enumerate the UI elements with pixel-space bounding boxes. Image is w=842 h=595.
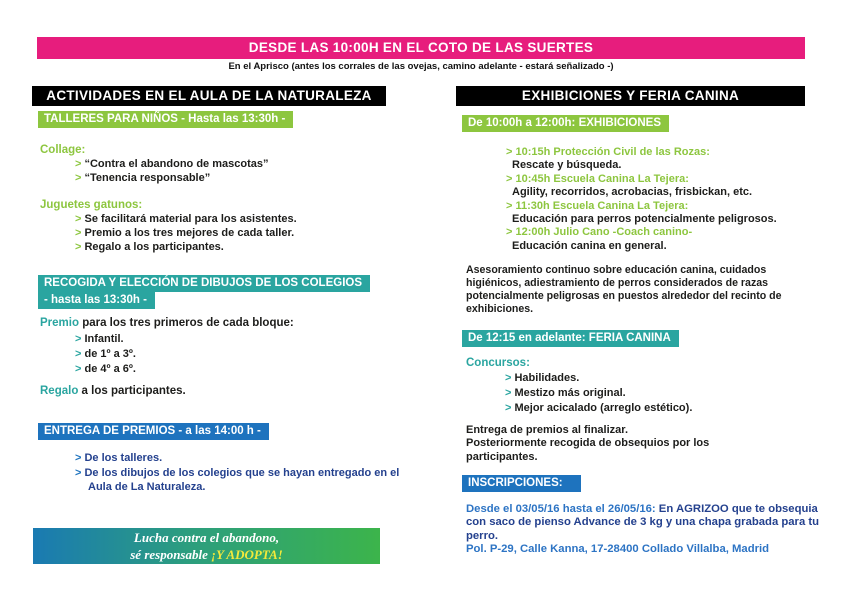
list-item: > Premio a los tres mejores de cada taller. (75, 227, 392, 241)
adopt-line1: Lucha contra el abandono, (133, 530, 280, 545)
feria-badge: De 12:15 en adelante: FERIA CANINA (462, 330, 679, 347)
left-column-header: ACTIVIDADES EN EL AULA DE LA NATURALEZA (32, 86, 386, 106)
exhibiciones-badge: De 10:00h a 12:00h: EXHIBICIONES (462, 115, 669, 132)
inscripciones-body (466, 503, 826, 543)
closing-line: Entrega de premios al finalizar. (466, 424, 628, 436)
collage-section (40, 144, 392, 186)
exhibicion-item: > 11:30h Escuela Canina La Tejera: Educación para perros potencialmente peligrosos. (506, 200, 816, 227)
recogida-badge: RECOGIDA Y ELECCIÓN DE DIBUJOS DE LOS COLEGIOS - hasta las 13:30h - (38, 275, 370, 309)
talleres-badge: TALLERES PARA NIÑOS - Hasta las 13:30h - (38, 111, 293, 128)
premio-lead: Premio (40, 317, 79, 329)
top-subtitle: En el Aprisco (antes los corrales de las ovejas, camino adelante - estará señalizado -) (228, 61, 614, 72)
adopt-banner (33, 528, 380, 564)
inscripciones-dates: Desde el 03/05/16 hasta el 26/05/16: (466, 503, 656, 515)
exhibicion-item: > 10:45h Escuela Canina La Tejera: Agility, recorridos, acrobacias, frisbickan, etc. (506, 173, 816, 200)
juguetes-label: Juguetes gatunos: (40, 199, 143, 211)
concursos-list (505, 371, 818, 416)
exhibicion-item: > 10:15h Protección Civil de las Rozas: Rescate y búsqueda. (506, 146, 816, 173)
closing-line: Posteriormente recogida de obsequios por los participantes. (466, 437, 710, 463)
list-item: > de 4º a 6º. (75, 362, 392, 377)
entrega-badge: ENTREGA DE PREMIOS - a las 14:00 h - (38, 423, 269, 440)
concursos-label: Concursos: (466, 357, 530, 369)
juguetes-section (40, 199, 392, 254)
list-item: > “Contra el abandono de mascotas” (75, 158, 392, 172)
list-item: > Regalo a los participantes. (75, 241, 392, 255)
list-item: > Mestizo más original. (505, 386, 818, 401)
collage-list (75, 158, 392, 186)
list-item: > Mejor acicalado (arreglo estético). (505, 401, 818, 416)
list-item: > De los dibujos de los colegios que se hayan entregado en el Aula de La Naturaleza. (75, 466, 402, 495)
regalo-line (40, 384, 186, 398)
right-column-header: EXHIBICIONES Y FERIA CANINA (456, 86, 805, 106)
exhibiciones-list (466, 146, 816, 253)
list-item: > De los talleres. (75, 451, 402, 466)
list-item: > Infantil. (75, 332, 392, 347)
list-item: > de 1º a 3º. (75, 347, 392, 362)
juguetes-list (75, 213, 392, 254)
inscripciones-address: Pol. P-29, Calle Kanna, 17-28400 Collado Villalba, Madrid (466, 542, 770, 555)
regalo-lead: Regalo (40, 385, 79, 397)
inscripciones-detail: En AGRIZOO que te obsequia con saco de pienso Advance de 3 kg y una chapa grabada para tu perro. (466, 503, 820, 542)
adopt-line2-yellow: ¡Y ADOPTA! (211, 546, 283, 562)
entrega-section (40, 449, 402, 495)
entrega-list (75, 451, 402, 495)
premio-rest: para los tres primeros de cada bloque: (79, 317, 294, 329)
concursos-section (466, 357, 818, 416)
feria-closing (466, 424, 766, 464)
list-item: > “Tenencia responsable” (75, 172, 392, 186)
regalo-rest: a los participantes. (78, 385, 186, 397)
premio-list (75, 332, 392, 377)
premio-line (40, 316, 392, 330)
inscripciones-text (466, 503, 826, 556)
collage-label: Collage: (40, 144, 86, 156)
asesoramiento-paragraph: Asesoramiento continuo sobre educación canina, cuidados higiénicos, adiestramiento de perros considerados de razas potencialmente peligrosas en puestos alrededor del recinto de exhibiciones. (466, 264, 782, 315)
adopt-line2 (33, 547, 380, 564)
list-item: > Se facilitará material para los asistentes. (75, 213, 392, 227)
inscripciones-badge: INSCRIPCIONES: (462, 475, 581, 492)
list-item: > Habilidades. (505, 371, 818, 386)
top-banner: DESDE LAS 10:00H EN EL COTO DE LAS SUERTES (37, 37, 805, 59)
adopt-line2-white: sé responsable (130, 546, 212, 562)
premio-section (40, 316, 392, 377)
exhibicion-item: > 12:00h Julio Cano -Coach canino- Educación canina en general. (506, 226, 816, 253)
